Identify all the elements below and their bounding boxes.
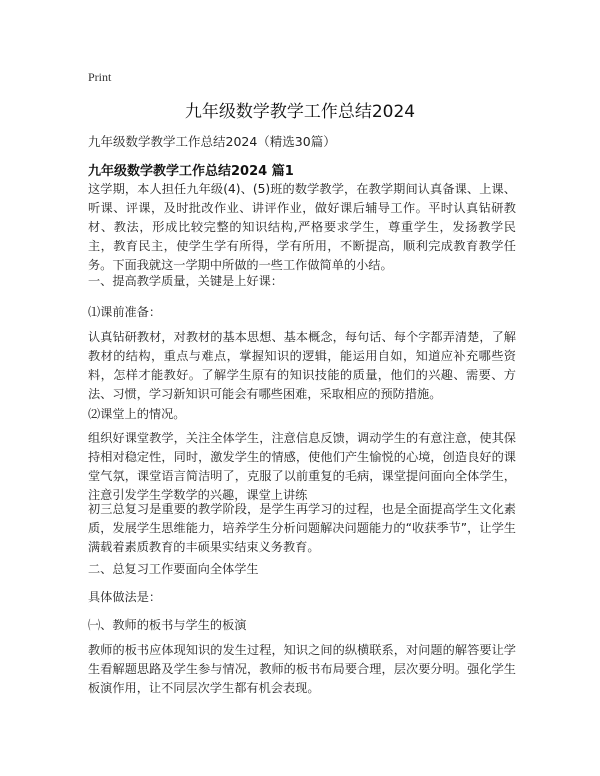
label-specific-methods: 具体做法是： — [88, 590, 162, 604]
paragraph-review: 初三总复习是重要的教学阶段，是学生再学习的过程，也是全面提高学生文化素质，发展学生思维能力，培养学生分析问题解决问题能力的“收获季节”，让学生满载着素质教育的丰硕果实结束义务教育。 — [88, 502, 516, 554]
paragraph-intro: 这学期，本人担任九年级(4)、(5)班的数学教学，在教学期间认真备课、上课、听课、评课，及时批改作业、讲评作业，做好课后辅导工作。平时认真钻研教材、教法，形成比较完整的知识结构,严格要求学生，尊重学生，发扬教学民主，教育民主，使学生学有所得，学有所用，不断提高，顺利完成教育教学任务。下面我就这一学期中所做的一些工作做简单的小结。 — [88, 182, 516, 272]
paragraph-classroom: 组织好课堂教学，关注全体学生，注意信息反馈，调动学生的有意注意，使其保持相对稳定性，同时，激发学生的情感，使他们产生愉悦的心境，创造良好的课堂气氛，课堂语言简洁明了，克服了以前重复的毛病，课堂提问面向全体学生，注意引发学生学数学的兴趣，课堂上讲练 — [88, 431, 516, 502]
section-heading: 九年级数学教学工作总结2024 篇1 — [88, 164, 294, 179]
subheading-blackboard: ㈠、教师的板书与学生的板演 — [88, 618, 247, 632]
heading-review-all-students: 二、总复习工作要面向全体学生 — [88, 562, 259, 576]
document-title: 九年级数学教学工作总结2024 — [184, 102, 416, 122]
paragraph-blackboard: 教师的板书应体现知识的发生过程，知识之间的纵横联系，对问题的解答要让学生看解题思路及学生参与情况，教师的板书布局要合理，层次要分明。强化学生板演作用，让不同层次学生都有机会表现。 — [88, 643, 516, 695]
print-label: Print — [88, 70, 112, 84]
subheading-classroom: ⑵课堂上的情况。 — [88, 407, 186, 421]
subheading-preparation: ⑴课前准备： — [88, 305, 162, 319]
paragraph-preparation: 认真钻研教材，对教材的基本思想、基本概念，每句话、每个字都弄清楚，了解教材的结构，重点与难点，掌握知识的逻辑，能运用自如，知道应补充哪些资料，怎样才能教好。了解学生原有的知识技能的质量，他们的兴趣、需要、方法、习惯，学习新知识可能会有哪些困难，采取相应的预防措施。 — [88, 330, 516, 401]
heading-improve-quality: 一、提高教学质量，关键是上好课： — [88, 274, 283, 288]
document-subtitle: 九年级数学教学工作总结2024（精选30篇） — [88, 134, 336, 149]
